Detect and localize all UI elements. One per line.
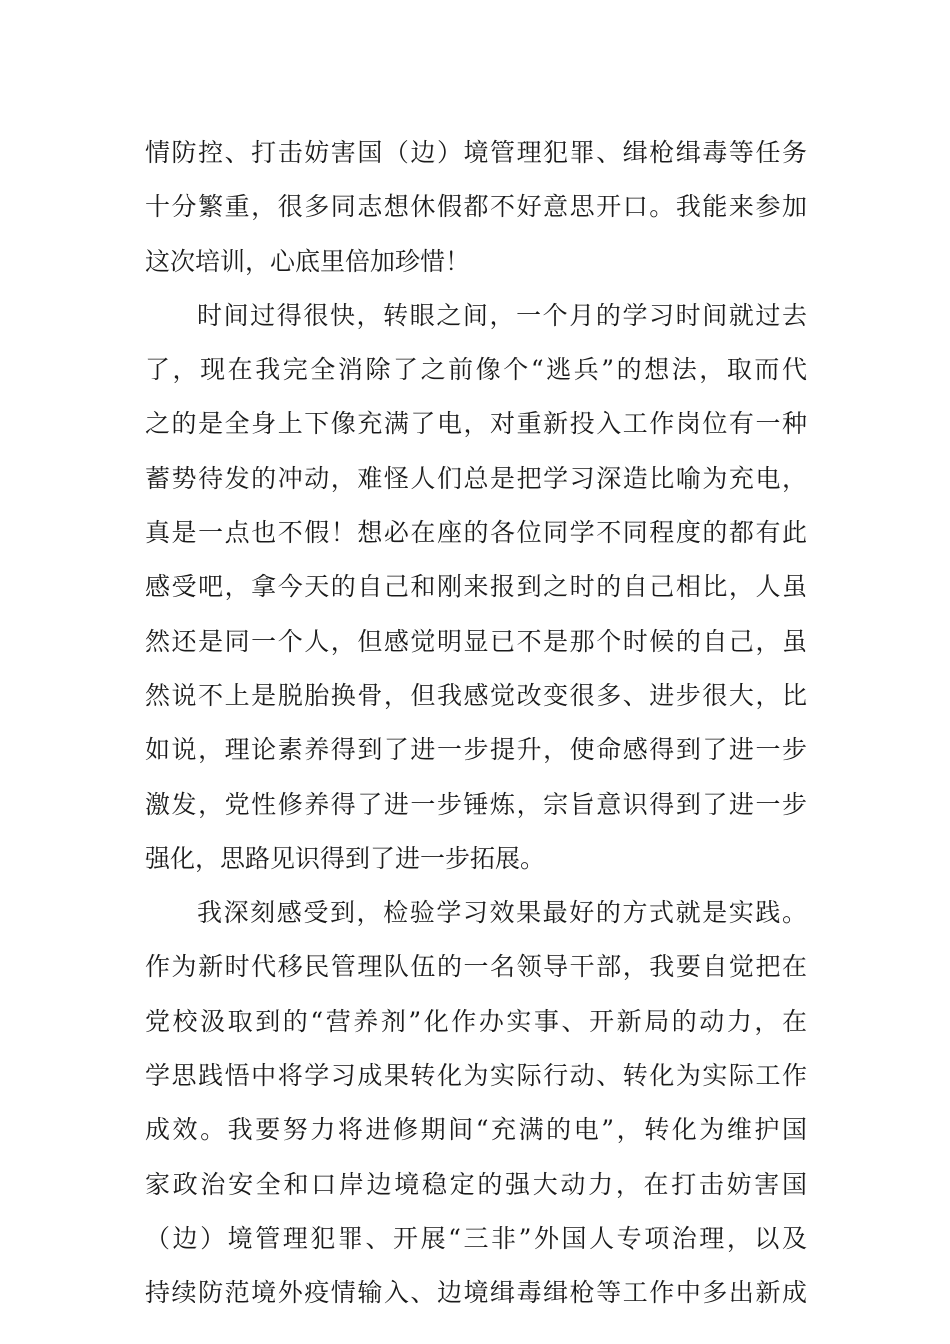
paragraph bbox=[145, 886, 807, 1320]
text-line: 之的是全身上下像充满了电，对重新投入工作岗位有一种 bbox=[145, 409, 807, 439]
text-line: 家政治安全和口岸边境稳定的强大动力，在打击妨害国 bbox=[145, 1169, 807, 1199]
text-line: 如说，理论素养得到了进一步提升，使命感得到了进一步 bbox=[145, 735, 807, 765]
text-line: 强化，思路见识得到了进一步拓展。 bbox=[145, 843, 546, 873]
text-line: 我深刻感受到，检验学习效果最好的方式就是实践。 bbox=[197, 898, 807, 928]
text-line: 这次培训，心底里倍加珍惜！ bbox=[145, 246, 471, 276]
text-line: 十分繁重，很多同志想休假都不好意思开口。我能来参加 bbox=[145, 192, 807, 222]
text-line: 持续防范境外疫情输入、边境缉毒缉枪等工作中多出新成 bbox=[145, 1278, 807, 1308]
text-line: （边）境管理犯罪、开展“三非”外国人专项治理，以及 bbox=[145, 1223, 807, 1253]
text-line: 然说不上是脱胎换骨，但我感觉改变很多、进步很大，比 bbox=[145, 680, 807, 710]
paragraph bbox=[145, 289, 807, 886]
text-line: 激发，党性修养得了进一步锤炼，宗旨意识得到了进一步 bbox=[145, 789, 807, 819]
text-line: 情防控、打击妨害国（边）境管理犯罪、缉枪缉毒等任务 bbox=[145, 138, 807, 167]
text-line: 然还是同一个人，但感觉明显已不是那个时候的自己，虽 bbox=[145, 626, 807, 656]
text-line: 蓄势待发的冲动，难怪人们总是把学习深造比喻为充电， bbox=[145, 463, 807, 493]
text-line: 时间过得很快，转眼之间，一个月的学习时间就过去 bbox=[197, 300, 807, 330]
text-line: 真是一点也不假！想必在座的各位同学不同程度的都有此 bbox=[145, 518, 807, 548]
text-line: 了，现在我完全消除了之前像个“逃兵”的想法，取而代 bbox=[145, 355, 807, 385]
body-text bbox=[145, 126, 807, 1321]
text-line: 成效。我要努力将进修期间“充满的电”，转化为维护国 bbox=[145, 1115, 807, 1145]
text-line: 感受吧，拿今天的自己和刚来报到之时的自己相比，人虽 bbox=[145, 572, 807, 602]
text-line: 作为新时代移民管理队伍的一名领导干部，我要自觉把在 bbox=[145, 952, 807, 982]
text-line: 学思践悟中将学习成果转化为实际行动、转化为实际工作 bbox=[145, 1061, 807, 1091]
paragraph bbox=[145, 126, 807, 289]
text-line: 党校汲取到的“营养剂”化作办实事、开新局的动力，在 bbox=[145, 1006, 807, 1036]
